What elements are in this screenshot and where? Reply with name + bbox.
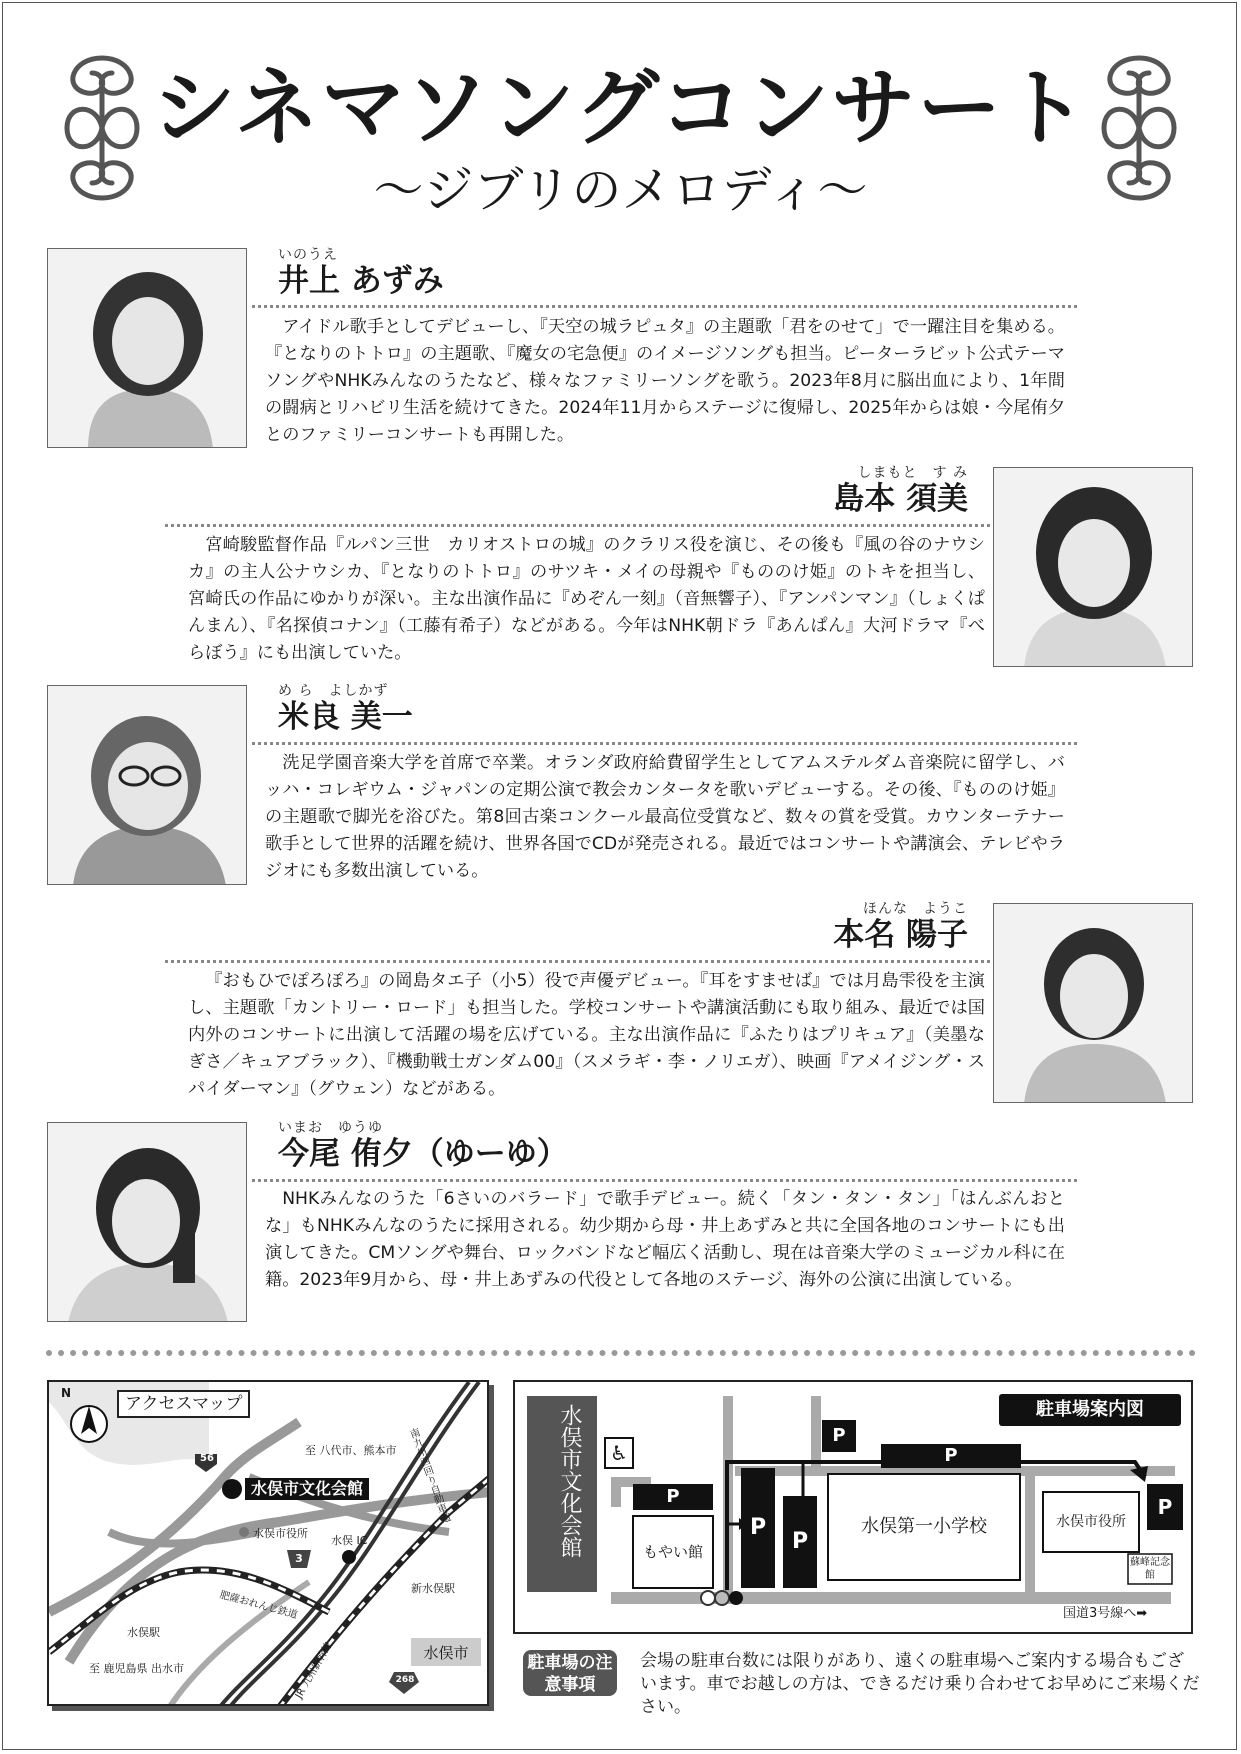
venue-label: 水俣市文化会館	[245, 1478, 369, 1500]
parking-lot-label: P	[791, 1529, 809, 1554]
performer-photo-imao	[47, 1122, 247, 1322]
performer-name-block	[828, 462, 968, 518]
performer-name-block	[278, 1117, 568, 1173]
route-56-badge: 56	[200, 1453, 214, 1464]
performer-ruby: ほんな ようこ	[863, 901, 968, 917]
performer-name-block	[278, 680, 413, 736]
parking-lot-label: P	[749, 1515, 767, 1540]
accessible-parking-icon: ♿	[610, 1441, 628, 1465]
parking-lot-label: P	[832, 1425, 846, 1446]
page-subtitle: ～ジブリのメロディ～	[373, 161, 868, 219]
orange-railway-label: 肥薩おれんじ鉄道	[218, 1589, 299, 1622]
performer-name-block	[278, 244, 444, 300]
parking-map-title: 駐車場案内図	[1036, 1399, 1144, 1420]
performer-bio: 宮崎駿監督作品『ルパン三世 カリオストロの城』のクラリス役を演じ、その後も『風の谷のナウシカ』の主人公ナウシカ、『となりのトトロ』のサツキ・メイの母親や『もののけ姫』のトキを担当し、宮崎氏の作品にゆかりが深い。主な出演作品に『めぞん一刻』（音無響子）、『アンパンマン』（しょくぱんまん）、『名探偵コナン』（工藤有希子）などがある。今年はNHK朝ドラ『あんぱん』大河ドラマ『べらぼう』にも出演していた。	[188, 535, 985, 663]
north-label: N	[61, 1386, 72, 1400]
performer-bio: NHKみんなのうた「6さいのバラード」で歌手デビュー。続く「タン・タン・タン」「はんぶんおとな」もNHKみんなのうたに採用される。幼少期から母・井上あずみと共に全国各地のコンサートにも出演してきた。CMソングや舞台、ロックバンドなど幅広く活動し、現在は音楽大学のミュージカル科に在籍。2023年9月から、母・井上あずみの代役として各地のステージ、海外の公演に出演している。	[265, 1189, 1065, 1290]
parking-note-text: 会場の駐車台数には限りがあり、遠くの駐車場へご案内する場合もございます。車でお越しの方は、できるだけ乗り合わせてお早めにご来場ください。	[640, 1651, 1200, 1717]
performer-name: 島本 須美	[833, 481, 968, 517]
performer-photo-honna	[993, 903, 1193, 1103]
ic-label: 水俣 IC	[331, 1534, 368, 1547]
performer-name: 米良 美一	[278, 699, 413, 735]
expressway-label: 南九州西回り自動車道	[406, 1427, 451, 1525]
performer-bio: 『おもひでぽろぽろ』の岡島タエ子（小5）役で声優デビュー。『耳をすませば』では月島雫役を主演し、主題歌「カントリー・ロード」も担当した。学校コンサートや講演活動にも取り組み、最近では国内外のコンサートに出演して活躍の場を広げている。主な出演作品に『ふたりはプリキュア』（美墨なぎさ／キュアブラック）、『機動戦士ガンダム00』（スメラギ・李・ノリエガ）、映画『アメイジング・スパイダーマン』（グウェン）などがある。	[188, 971, 985, 1099]
access-map-title: アクセスマップ	[117, 1390, 250, 1418]
dotted-divider	[252, 305, 1077, 308]
moyai-hall-label: もやい館	[642, 1543, 703, 1561]
access-map	[47, 1380, 489, 1706]
dotted-divider	[165, 524, 990, 527]
city-label: 水俣市	[423, 1644, 469, 1662]
performer-bio: アイドル歌手としてデビューし、『天空の城ラピュタ』の主題歌「君をのせて」で一躍注目を集める。『となりのトトロ』の主題歌、『魔女の宅急便』のイメージソングも担当。ピーターラビット公式テーマソングやNHKみんなのうたなど、様々なファミリーソングを歌う。2023年8月に脳出血により、1年間の闘病とリハビリ生活を続けてきた。2024年11月からステージに復帰し、2025年からは娘・今尾侑夕とのファミリーコンサートも再開した。	[265, 317, 1065, 445]
performer-ruby: いまお ゆうゆ	[278, 1120, 383, 1136]
parking-lot-label: P	[1157, 1495, 1173, 1519]
performer-ruby: め ら よしかず	[278, 683, 389, 699]
section-separator	[46, 1350, 1196, 1356]
dotted-divider	[252, 742, 1077, 745]
city-hall-label: 水俣市役所	[1056, 1514, 1126, 1530]
route-3-badge: 3	[295, 1552, 303, 1565]
performer-name: 井上 あずみ	[278, 263, 444, 299]
performer-ruby: いのうえ	[278, 247, 338, 263]
venue-vertical-label: 水俣市文化会館	[557, 1404, 582, 1558]
parking-lot-label: P	[666, 1486, 680, 1507]
performer-ruby: しまもと す み	[857, 465, 968, 481]
performer-photo-shimamoto	[993, 467, 1193, 667]
soho-memorial-label: 蘇峰記念館	[1130, 1557, 1170, 1581]
city-hall-label: 水俣市役所	[253, 1527, 308, 1540]
direction-south-label: 至 鹿児島県 出水市	[89, 1662, 184, 1675]
parking-map	[513, 1380, 1193, 1634]
route-3-direction: 国道3号線へ➡	[1063, 1606, 1148, 1621]
performer-name: 今尾 侑夕（ゆーゆ）	[278, 1136, 568, 1172]
performer-photo-inoue	[47, 248, 247, 448]
minamata-station-label: 水俣駅	[127, 1626, 160, 1639]
parking-note-label: 駐車場の注意事項	[523, 1650, 617, 1696]
route-268-badge: 268	[395, 1675, 415, 1685]
shin-minamata-station-label: 新水俣駅	[411, 1582, 455, 1595]
school-label: 水俣第一小学校	[861, 1516, 987, 1537]
page-title: シネマソングコンサート	[151, 59, 1090, 157]
performer-name: 本名 陽子	[833, 917, 968, 953]
parking-lot-label: P	[944, 1445, 958, 1466]
performer-bio: 洗足学園音楽大学を首席で卒業。オランダ政府給費留学生としてアムステルダム音楽院に留学し、バッハ・コレギウム・ジャパンの定期公演で教会カンタータを歌いデビューする。その後、『もののけ姫』の主題歌で脚光を浴びた。第8回古楽コンクール最高位受賞など、数々の賞を受賞。カウンターテナー歌手として世界的活躍を続け、世界各国でCDが発売される。最近ではコンサートや講演会、テレビやラジオにも多数出演している。	[265, 753, 1065, 881]
performer-name-block	[828, 898, 968, 954]
shinkansen-label: JR 九州新幹線	[293, 1640, 335, 1701]
performer-photo-mera	[47, 685, 247, 885]
direction-north-label: 至 八代市、熊本市	[305, 1444, 397, 1457]
dotted-divider	[252, 1179, 1077, 1182]
dotted-divider	[165, 960, 990, 963]
